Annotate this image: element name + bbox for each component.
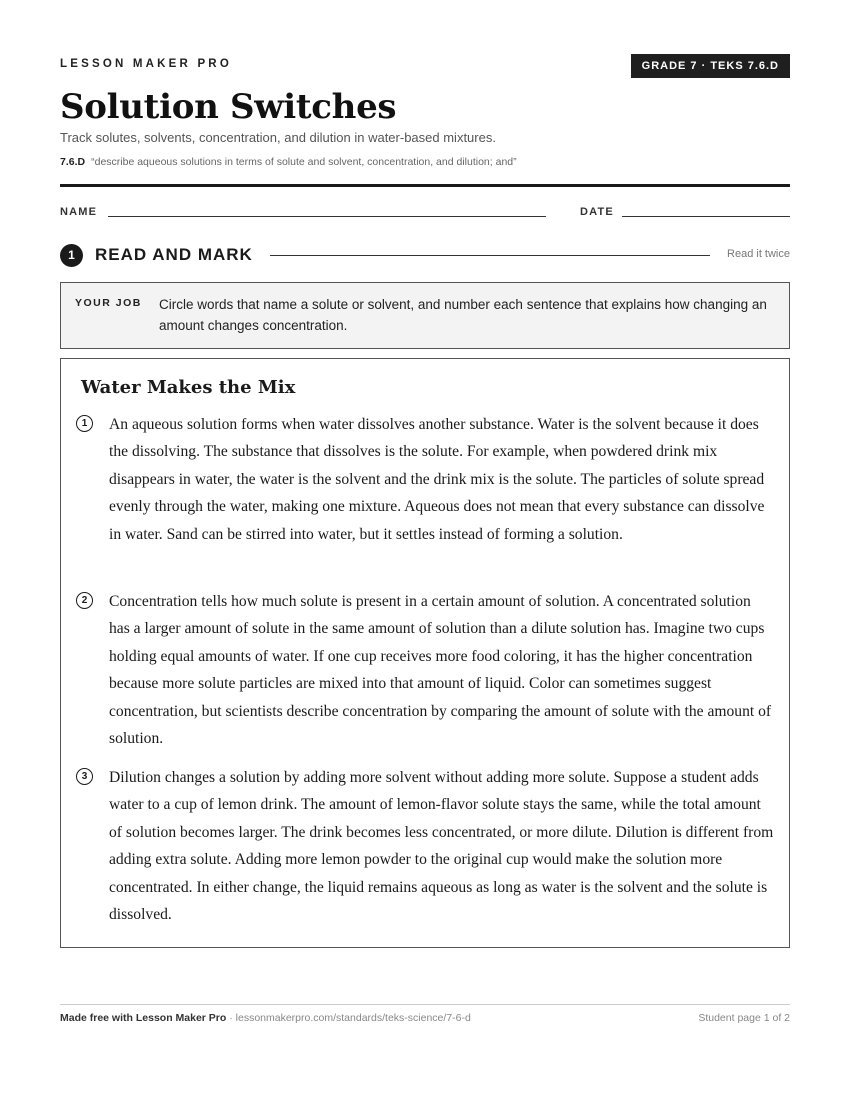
footer-page-number: Student page 1 of 2 (698, 1012, 790, 1024)
footer-url: · lessonmakerpro.com/standards/teks-science/7-6-d (226, 1012, 471, 1024)
job-instructions: Circle words that name a solute or solvent, and number each sentence that explains how changing an amount changes concentration. (159, 297, 767, 333)
paragraph-number: 3 (76, 768, 93, 785)
section-note: Read it twice (727, 248, 790, 260)
standard-text: “describe aqueous solutions in terms of solute and solvent, concentration, and dilution; and” (91, 156, 517, 168)
section-title: READ AND MARK (95, 245, 253, 264)
reading-title: Water Makes the Mix (81, 377, 296, 398)
paragraph-number: 1 (76, 415, 93, 432)
paragraph-text: An aqueous solution forms when water dissolves another substance. Water is the solvent because it does the dissolving. The substance that dissolves is the solute. For example, when powdered drink mix disappears in water, the water is the solvent and the drink mix is the solute. The particles of solute spread evenly through the water, making one mixture. Aqueous does not mean that every substance can dissolve in water. Sand can be stirred into water, but it settles instead of forming a solution. (109, 416, 765, 543)
footer-made-with: Made free with Lesson Maker Pro (60, 1012, 227, 1024)
name-date-row (60, 205, 790, 223)
name-label: NAME (60, 206, 98, 218)
name-field[interactable] (108, 216, 546, 217)
date-label: DATE (580, 206, 614, 218)
paragraph-text: Concentration tells how much solute is present in a certain amount of solution. A concentrated solution has a larger amount of solute in the same amount of solution than a dilute solution has. Imagine two cups holding equal amounts of water. If one cup receives more food coloring, it has the higher concentration because more solute particles are mixed into that amount of liquid. Color can sometimes suggest concentration, but scientists describe concentration by comparing the amount of solute with the amount of solution. (109, 593, 772, 748)
section-number-badge: 1 (60, 244, 83, 267)
brand-name: LESSON MAKER PRO (60, 58, 232, 70)
section-header (60, 243, 790, 269)
standard-line (60, 156, 517, 168)
page-title: Solution Switches (60, 87, 397, 127)
section-rule (270, 255, 710, 256)
header-divider (60, 184, 790, 187)
paragraph-number: 2 (76, 592, 93, 609)
date-field[interactable] (622, 216, 790, 217)
footer-divider (60, 1004, 790, 1005)
paragraph-text: Dilution changes a solution by adding more solvent without adding more solute. Suppose a student adds water to a cup of lemon drink. The amount of lemon-flavor solute stays the same, while the total amount of solution becomes larger. The drink becomes less concentrated, or more dilute. Dilution is different from adding extra solute. Adding more lemon powder to the original cup would make the solution more concentrated. In either change, the liquid remains aqueous as long as water is the solvent and the solute is dissolved. (109, 769, 774, 924)
job-box (60, 282, 790, 349)
page-subtitle: Track solutes, solvents, concentration, and dilution in water-based mixtures. (60, 130, 496, 145)
reading-passage (60, 358, 790, 948)
footer-credit (60, 1012, 471, 1024)
grade-badge: GRADE 7 · TEKS 7.6.D (631, 54, 790, 78)
job-label: YOUR JOB (75, 297, 142, 309)
standard-code: 7.6.D (60, 156, 86, 168)
